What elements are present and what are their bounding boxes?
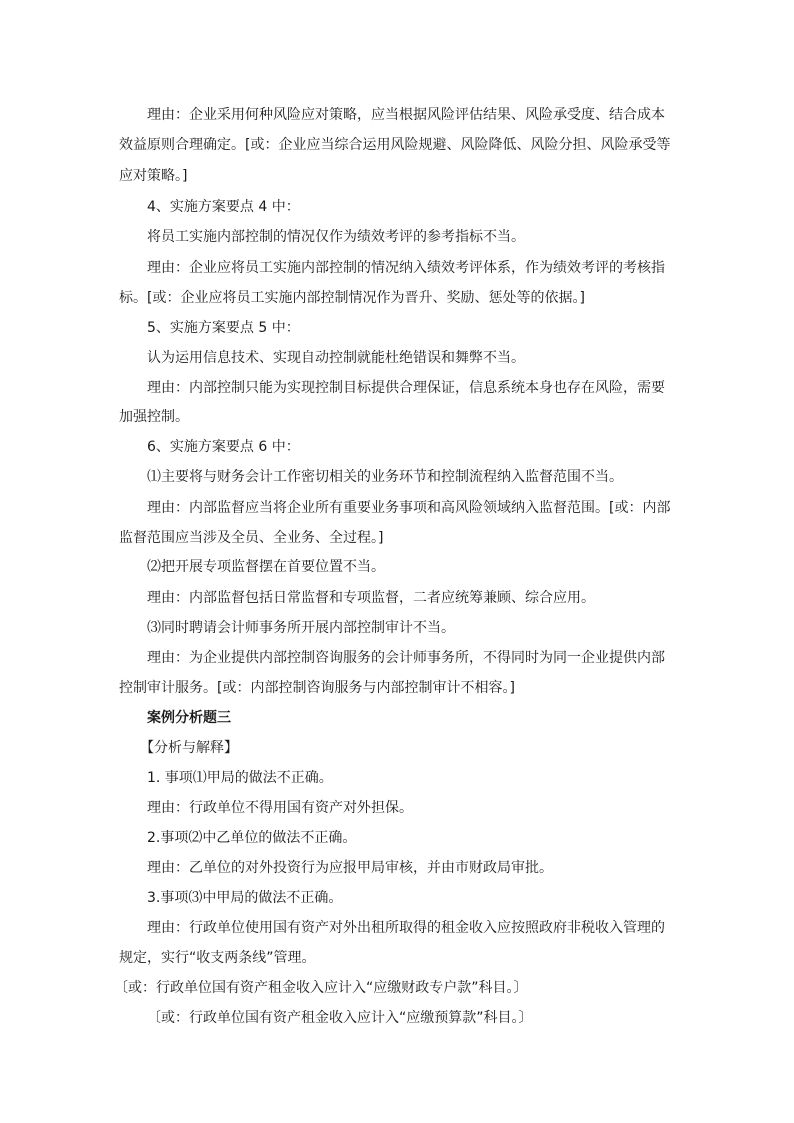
text-line: 理由：内部监督包括日常监督和专项监督，二者应统筹兼顾、综合应用。 [147, 590, 595, 606]
text-line: 应对策略。] [119, 168, 188, 184]
text-line: 将员工实施内部控制的情况仅作为绩效考评的参考指标不当。 [147, 229, 525, 245]
text-line: 理由：为企业提供内部控制咨询服务的会计师事务所，不得同时为同一企业提供内部 [147, 650, 665, 666]
text-line: 理由：企业应将员工实施内部控制的情况纳入绩效考评体系，作为绩效考评的考核指 [147, 260, 665, 276]
text-line: 加强控制。 [119, 409, 189, 425]
text-line: 2.事项⑵中乙单位的做法不正确。 [147, 830, 357, 846]
text-line: 理由：内部控制只能为实现控制目标提供合理保证，信息系统本身也存在风险，需要 [147, 380, 665, 396]
text-line: ⑵把开展专项监督摆在首要位置不当。 [147, 559, 385, 575]
text-line: 5、实施方案要点 5 中： [147, 320, 300, 336]
text-line: 认为运用信息技术、实现自动控制就能杜绝错误和舞弊不当。 [147, 350, 525, 366]
text-line: ⑴主要将与财务会计工作密切相关的业务环节和控制流程纳入监督范围不当。 [147, 469, 623, 485]
section-heading: 案例分析题三 [147, 710, 231, 726]
text-line: 〔或：行政单位国有资产租金收入应计入“应缴预算款”科目。〕 [147, 1010, 533, 1026]
text-line: 监督范围应当涉及全员、全业务、全过程。] [119, 530, 384, 546]
text-line: 控制审计服务。[或：内部控制咨询服务与内部控制审计不相容。] [119, 680, 515, 696]
text-line: 理由：行政单位使用国有资产对外出租所取得的租金收入应按照政府非税收入管理的 [147, 920, 665, 936]
text-line: 1. 事项⑴甲局的做法不正确。 [147, 770, 333, 786]
text-line: 标。[或：企业应将员工实施内部控制情况作为晋升、奖励、惩处等的依据。] [119, 290, 585, 306]
text-line: ⑶同时聘请会计师事务所开展内部控制审计不当。 [147, 620, 455, 636]
text-line: 理由：内部监督应当将企业所有重要业务事项和高风险领域纳入监督范围。[或：内部 [147, 500, 671, 516]
text-line: 〔或：行政单位国有资产租金收入应计入“应缴财政专户款”科目。〕 [114, 980, 528, 996]
text-line: 3.事项⑶中甲局的做法不正确。 [147, 890, 343, 906]
text-line: 6、实施方案要点 6 中： [147, 439, 300, 455]
text-line: 规定，实行“收支两条线”管理。 [119, 950, 316, 966]
text-line: 理由：乙单位的对外投资行为应报甲局审核，并由市财政局审批。 [147, 860, 553, 876]
text-line: 4、实施方案要点 4 中： [147, 199, 300, 215]
text-line: 效益原则合理确定。[或：企业应当综合运用风险规避、风险降低、风险分担、风险承受等 [119, 137, 671, 153]
text-line: 理由：行政单位不得用国有资产对外担保。 [147, 800, 413, 816]
subsection-heading: 【分析与解释】 [140, 740, 238, 756]
text-line: 理由：企业采用何种风险应对策略，应当根据风险评估结果、风险承受度、结合成本 [147, 107, 665, 123]
